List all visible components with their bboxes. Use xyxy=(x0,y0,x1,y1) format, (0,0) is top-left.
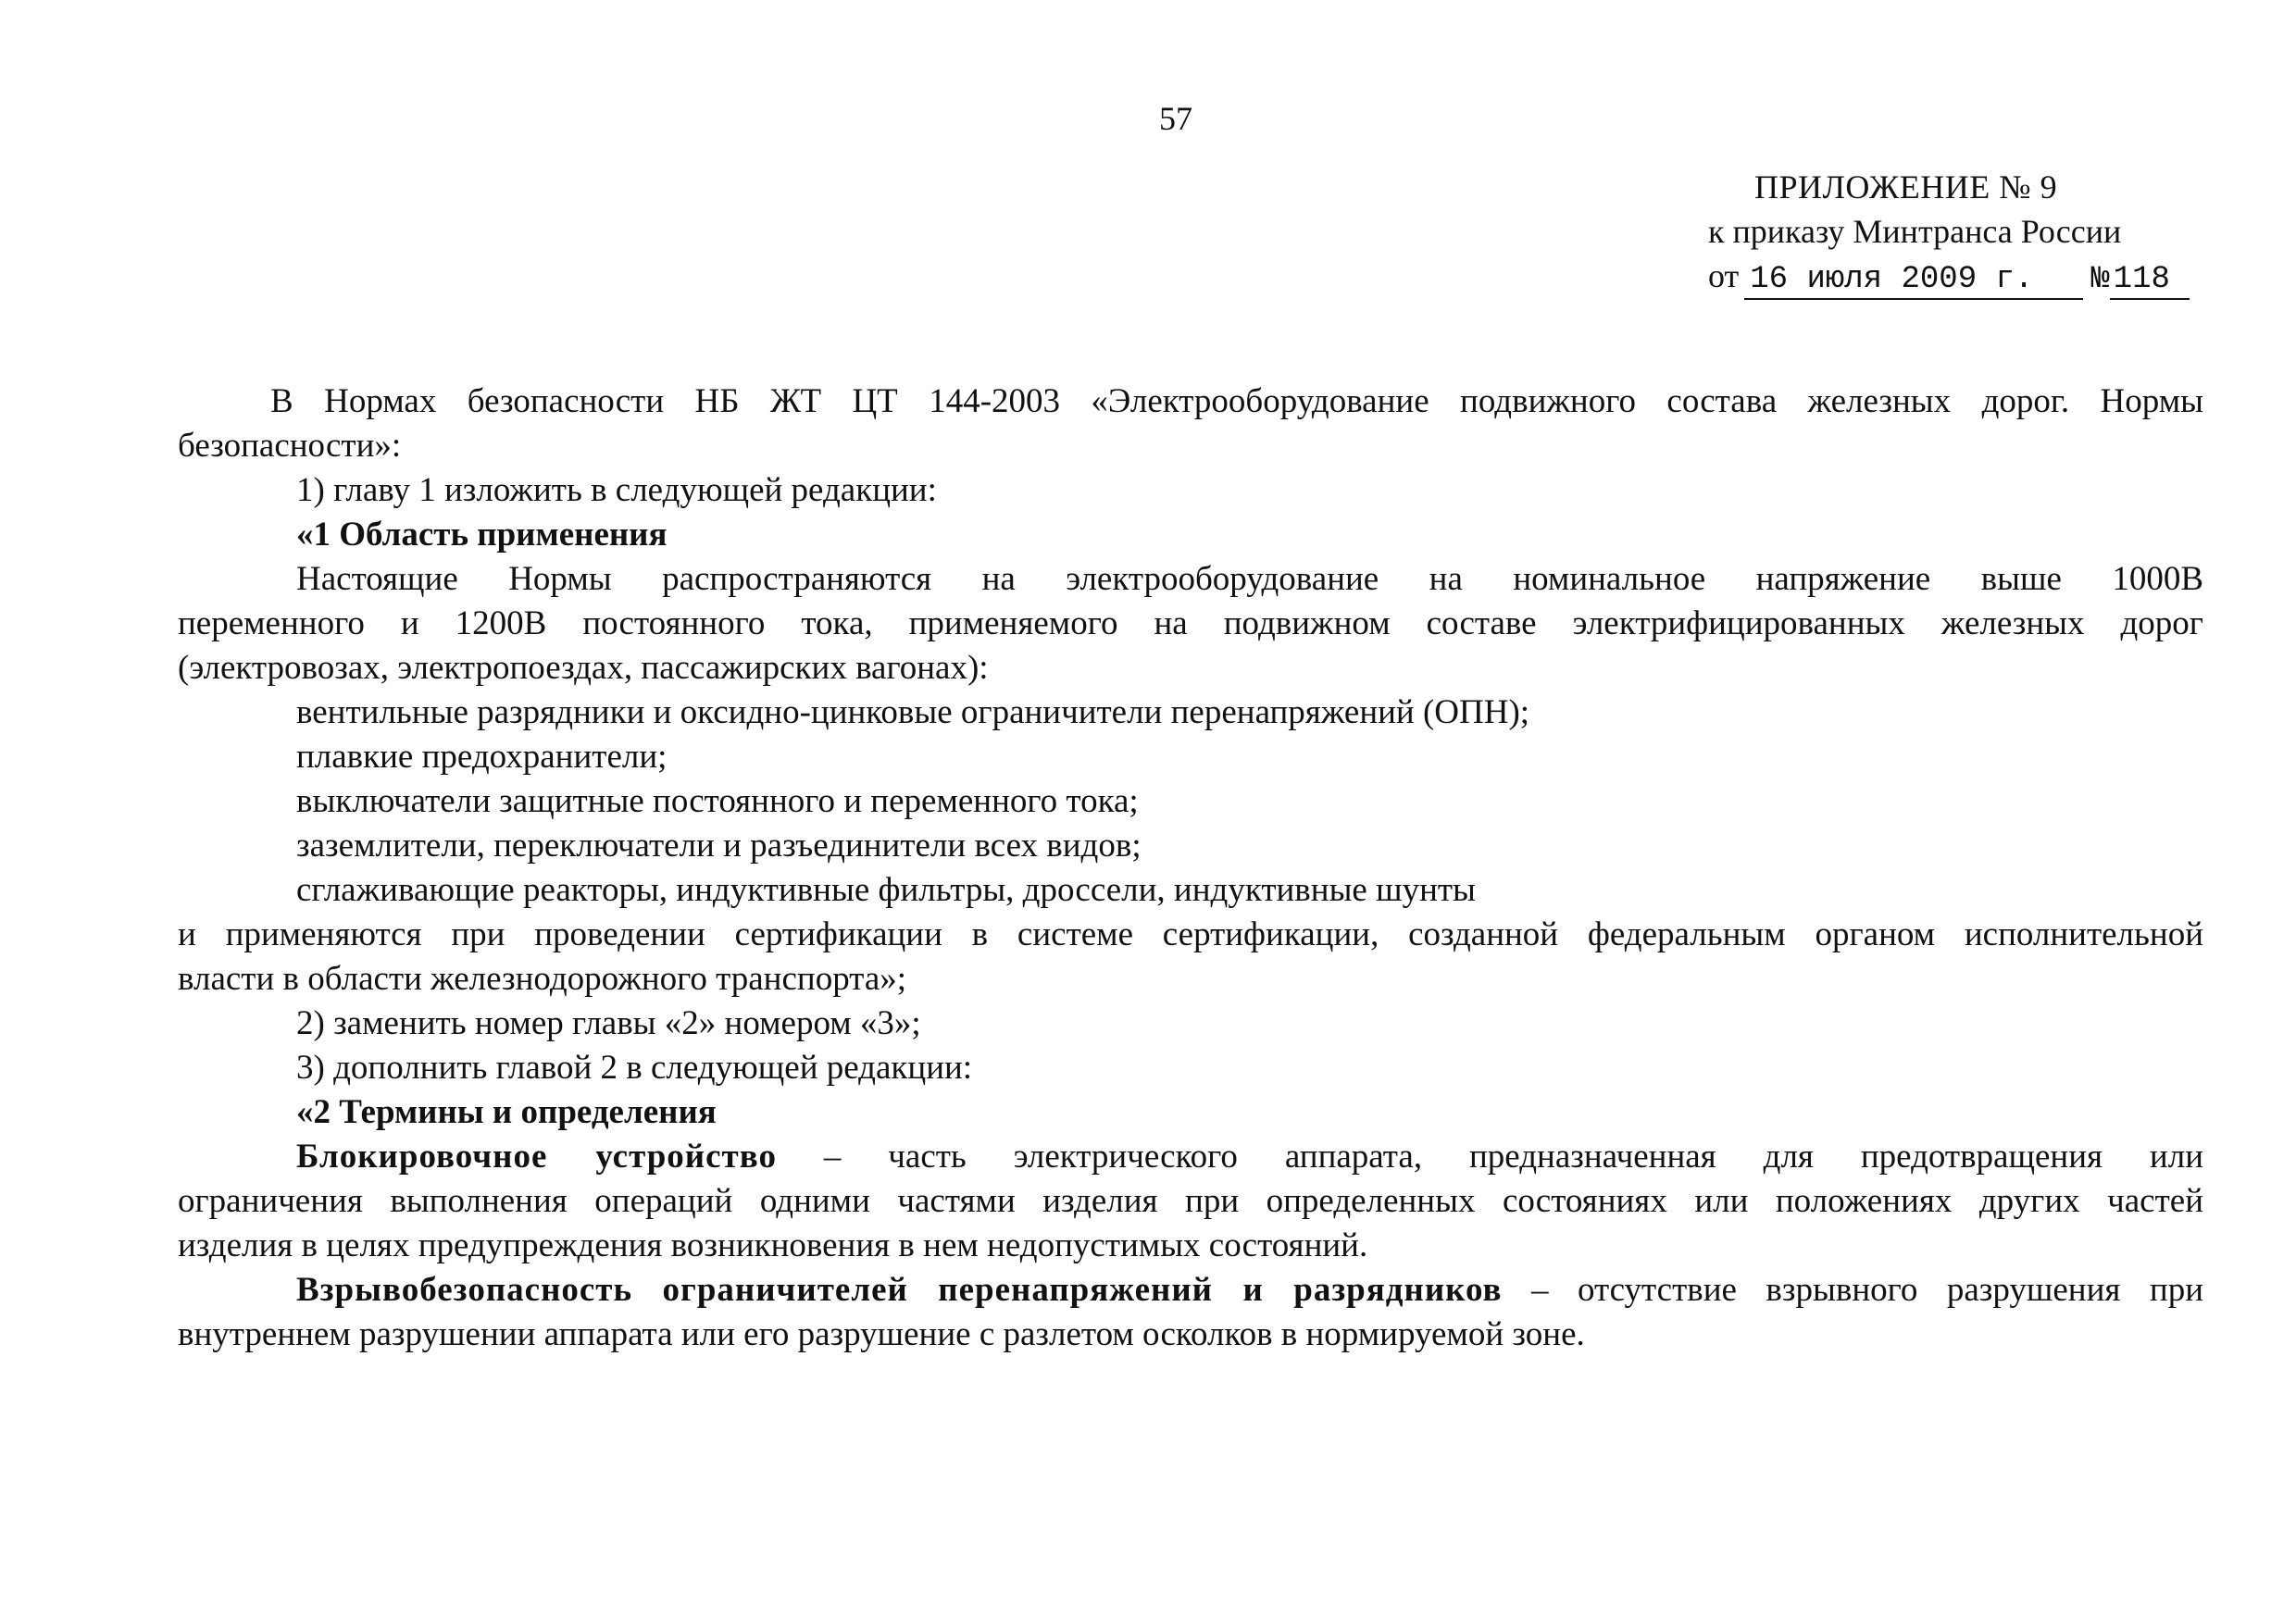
definition-term: Блокировочное устройство xyxy=(296,1138,777,1176)
text-line: 3) дополнить главой 2 в следующей редакции: xyxy=(296,1049,973,1087)
text-line: переменного и 1200В постоянного тока, применяемого на подвижном составе электрифицированных железных дорог xyxy=(178,604,2203,642)
text-line: Настоящие Нормы распространяются на электрооборудование на номинальное напряжение выше 1000В xyxy=(296,560,2203,598)
section-heading: «1 Область применения xyxy=(296,516,668,554)
list-item: вентильные разрядники и оксидно-цинковые ограничители перенапряжений (ОПН); xyxy=(296,693,1530,731)
definition-text: – отсутствие взрывного разрушения при xyxy=(1502,1271,2203,1309)
text-line: В Нормах безопасности НБ ЖТ ЦТ 144-2003 «Электрооборудование подвижного состава железных дорог. Нормы xyxy=(270,382,2203,420)
text-line: 2) заменить номер главы «2» номером «3»; xyxy=(296,1004,921,1042)
appendix-title: ПРИЛОЖЕНИЕ № 9 xyxy=(1754,168,2058,205)
definition-line xyxy=(178,1135,2203,1179)
text-line: внутреннем разрушении аппарата или его разрушение с разлетом осколков в нормируемой зоне. xyxy=(178,1315,1585,1353)
list-item: заземлители, переключатели и разъединители всех видов; xyxy=(296,827,1142,865)
text-line: власти в области железнодорожного транспорта»; xyxy=(178,960,907,998)
document-body xyxy=(178,380,2203,1357)
definition-term: Взрывобезопасность ограничителей перенапряжений и разрядников xyxy=(296,1271,1503,1309)
text-line: и применяются при проведении сертификации в системе сертификации, созданной федеральным органом исполнительной xyxy=(178,915,2203,953)
text-line: безопасности»: xyxy=(178,427,402,465)
appendix-date-prefix: от xyxy=(1708,257,1740,294)
page-number: 57 xyxy=(1159,100,1192,137)
list-item: выключатели защитные постоянного и переменного тока; xyxy=(296,782,1139,820)
appendix-number: 118 xyxy=(2110,261,2190,300)
text-line: изделия в целях предупреждения возникновения в нем недопустимых состояний. xyxy=(178,1226,1368,1264)
appendix-order: к приказу Минтранса России xyxy=(1708,213,2122,250)
definition-text: – часть электрического аппарата, предназначенная для предотвращения или xyxy=(776,1138,2203,1176)
appendix-dateline xyxy=(1708,254,2190,302)
text-line: ограничения выполнения операций одними частями изделия при определенных состояниях или положениях других частей xyxy=(178,1182,2203,1220)
definition-line xyxy=(178,1268,2203,1313)
list-item: сглаживающие реакторы, индуктивные фильтры, дроссели, индуктивные шунты xyxy=(296,871,1476,909)
text-line: 1) главу 1 изложить в следующей редакции: xyxy=(296,471,937,509)
section-heading: «2 Термины и определения xyxy=(296,1093,717,1131)
list-item: плавкие предохранители; xyxy=(296,738,668,776)
text-line: (электровозах, электропоездах, пассажирских вагонах): xyxy=(178,649,989,687)
appendix-date: 16 июля 2009 г. xyxy=(1744,261,2083,300)
appendix-number-label: № xyxy=(2090,262,2110,297)
